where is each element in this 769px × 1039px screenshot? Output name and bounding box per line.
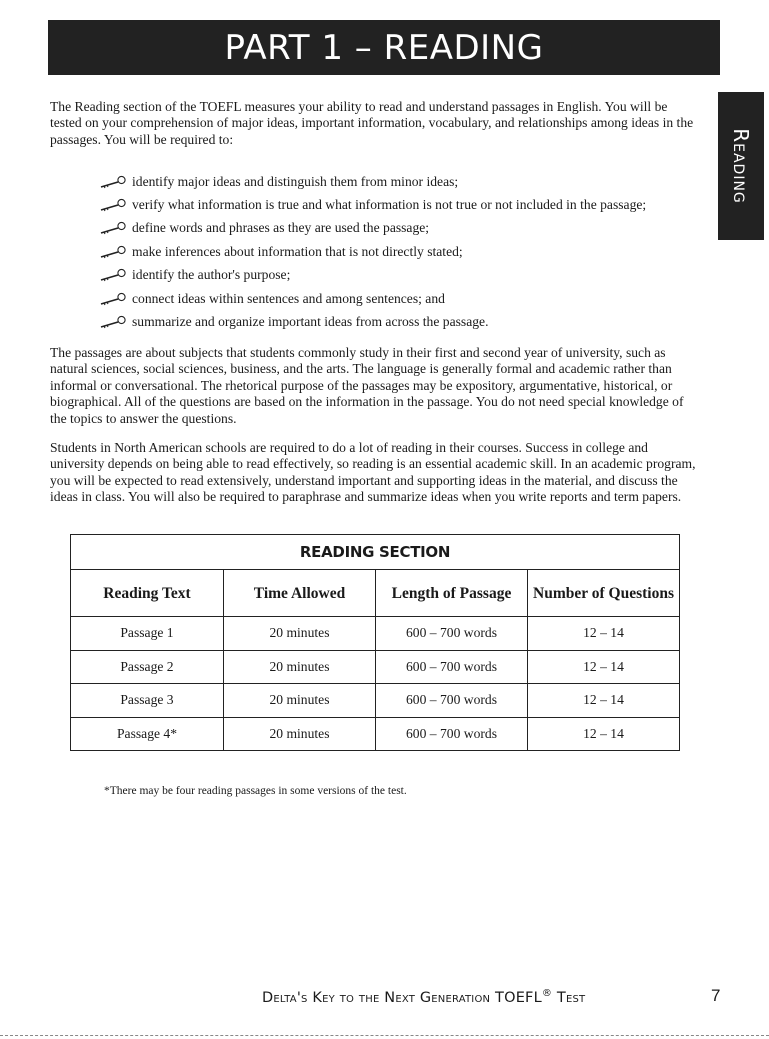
intro-paragraph: The Reading section of the TOEFL measures your ability to read and understand passages in English. You will be tested on your comprehension of major ideas, important information, vocabulary, and relationships among ideas in the passages. You will be required to: [50,99,694,147]
page-title: PART 1 – READING [224,27,544,68]
passages-paragraph: The passages are about subjects that students commonly study in their first and second year of university, such as natural sciences, social sciences, business, and the arts. The language is generally formal and academic rather than informal or conversational. The rhetorical purpose of the passages may be expository, argumentative, historical, or biographical. All of the questions are based on the information in the passage. You do not need special knowledge of the topics to answer the questions. [50,345,684,426]
table-cell: Passage 4* [71,717,224,751]
table-header: Reading Text [71,570,224,617]
bullet-text: make inferences about information that is not directly stated; [132,243,463,259]
page-number: 7 [711,986,721,1005]
table-cell: Passage 2 [71,650,224,684]
table-cell: Passage 3 [71,684,224,718]
table-cell: 600 – 700 words [376,717,528,751]
table-cell: 12 – 14 [528,717,680,751]
table-cell: 12 – 14 [528,650,680,684]
table-row [71,717,680,751]
page-edge-divider [0,1035,769,1036]
table-cell: 20 minutes [224,717,376,751]
section-tab-label: Reading [729,128,753,204]
table-cell: 600 – 700 words [376,650,528,684]
table-cell: Passage 1 [71,617,224,651]
skills-list [100,170,700,334]
bullet-text: verify what information is true and what information is not true or not included in the passage; [132,197,647,213]
list-item [100,310,700,333]
list-item [100,287,700,310]
table-header: Length of Passage [376,570,528,617]
table-header: Time Allowed [224,570,376,617]
table-cell: 12 – 14 [528,617,680,651]
table-cell: 600 – 700 words [376,617,528,651]
table-row [71,617,680,651]
bullet-text: identify the author's purpose; [132,267,291,283]
bullet-text: connect ideas within sentences and among sentences; and [132,290,445,306]
list-item [100,193,700,216]
table-cell: 20 minutes [224,650,376,684]
key-icon [100,221,132,235]
key-icon [100,292,132,306]
page-title-banner [48,20,720,75]
table-cell: 12 – 14 [528,684,680,718]
list-item [100,240,700,263]
table-cell: 20 minutes [224,617,376,651]
book-footer [262,988,585,1006]
registered-mark: ® [541,988,553,999]
key-icon [100,198,132,212]
students-paragraph: Students in North American schools are required to do a lot of reading in their courses. Success in college and university depends on being able to read effectively, so reading is an essential academic skill. In an academic program, you will be expected to read extensively, understand important and supporting ideas in the material, and discuss the ideas in class. You will also be required to paraphrase and summarize ideas when you write reports and term papers. [50,440,696,505]
table-row [71,650,680,684]
table-title: READING SECTION [71,535,680,570]
book-title: Delta's Key to the Next Generation TOEFL [262,989,542,1006]
section-tab [718,92,764,240]
table-header: Number of Questions [528,570,680,617]
bullet-text: summarize and organize important ideas from across the passage. [132,314,489,330]
table-cell: 20 minutes [224,684,376,718]
book-title-suffix: Test [552,989,586,1006]
key-icon [100,268,132,282]
reading-section-table [70,534,680,751]
key-icon [100,245,132,259]
bullet-text: identify major ideas and distinguish them from minor ideas; [132,173,459,189]
key-icon [100,315,132,329]
list-item [100,264,700,287]
table-row [71,684,680,718]
table-cell: 600 – 700 words [376,684,528,718]
bullet-text: define words and phrases as they are used the passage; [132,220,430,236]
list-item [100,217,700,240]
list-item [100,170,700,193]
table-footnote: *There may be four reading passages in some versions of the test. [104,785,407,797]
key-icon [100,175,132,189]
